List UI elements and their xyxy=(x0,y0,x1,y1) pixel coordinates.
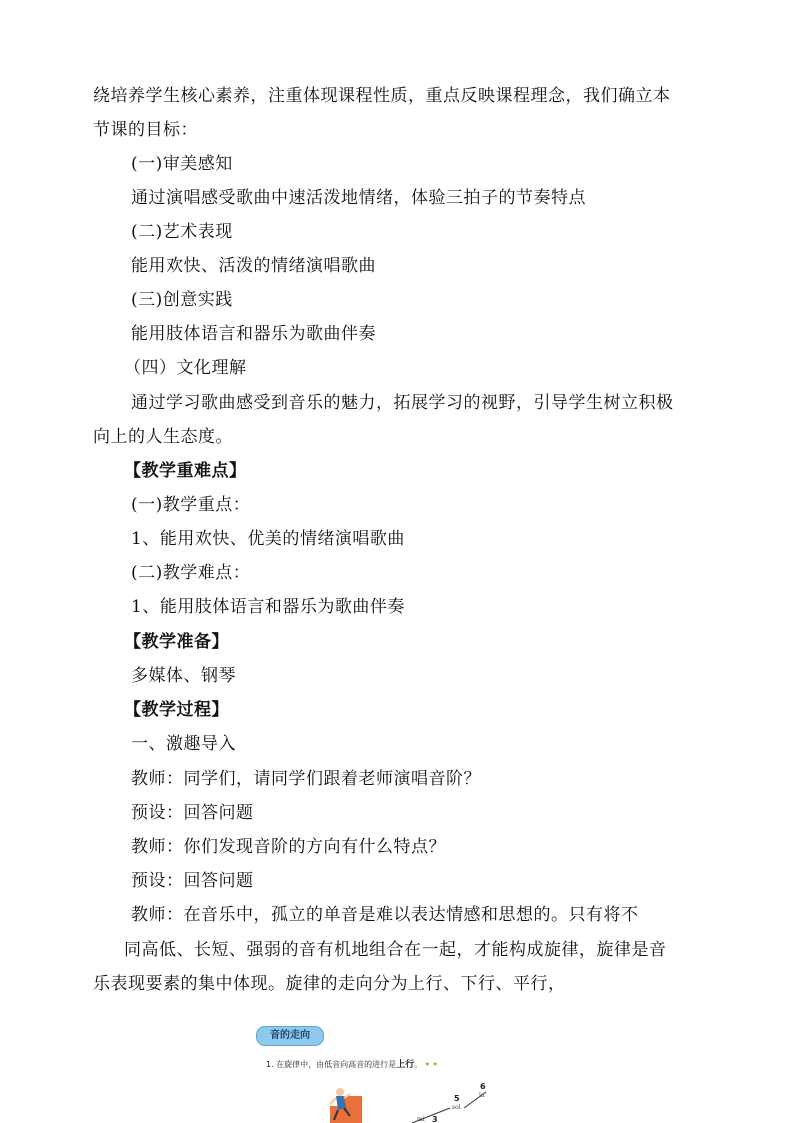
dialogue-line: 预设：回答问题 xyxy=(131,803,254,823)
paragraph-line: 节课的目标： xyxy=(93,120,198,140)
section-heading-key-points: 【教学重难点】 xyxy=(124,461,247,481)
note-syllable-sol: sol xyxy=(452,1104,461,1111)
paragraph-line: 多媒体、钢琴 xyxy=(131,666,236,686)
paragraph-line: 能用肢体语言和器乐为歌曲伴奏 xyxy=(131,324,376,344)
dialogue-line: 预设：回答问题 xyxy=(131,871,254,891)
caption-dots: • • xyxy=(424,1060,438,1069)
dialogue-line: 教师：在音乐中，孤立的单音是难以表达情感和思想的。只有将不 xyxy=(131,905,639,925)
objective-heading-2: (二)艺术表现 xyxy=(131,222,233,242)
paragraph-line: 向上的人生态度。 xyxy=(93,427,233,447)
figure-title: 音的走向 xyxy=(256,1026,324,1046)
paragraph-line: 乐表现要素的集中体现。旋律的走向分为上行、下行、平行， xyxy=(93,974,566,994)
caption-highlight: 上行 xyxy=(396,1060,415,1070)
section-heading-preparation: 【教学准备】 xyxy=(124,632,229,652)
paragraph-line: 通过演唱感受歌曲中速活泼地情绪，体验三拍子的节奏特点 xyxy=(131,188,586,208)
note-syllable-la: la xyxy=(479,1092,485,1099)
paragraph-line: 同高低、长短、强弱的音有机地组合在一起，才能构成旋律，旋律是音 xyxy=(124,940,667,960)
note-syllable-mi: mi xyxy=(417,1116,425,1123)
objective-heading-3: (三)创意实践 xyxy=(131,290,233,310)
note-number-la: 6 xyxy=(480,1082,486,1091)
paragraph-line: 1、能用肢体语言和器乐为歌曲伴奏 xyxy=(131,597,405,617)
melody-direction-figure xyxy=(252,1022,552,1123)
subheading-intro: 一、激趣导入 xyxy=(131,734,236,754)
figure-caption: 1. 在旋律中，由低音向高音的进行是上行。 • • xyxy=(266,1060,438,1070)
subheading-difficult-point: (二)教学难点： xyxy=(131,563,251,583)
paragraph-line: 1、能用欢快、优美的情绪演唱歌曲 xyxy=(131,529,405,549)
paragraph-line: 绕培养学生核心素养，注重体现课程性质，重点反映课程理念，我们确立本 xyxy=(93,86,671,106)
climbing-person-icon xyxy=(330,1088,362,1123)
section-heading-process: 【教学过程】 xyxy=(124,700,229,720)
note-number-sol: 5 xyxy=(454,1094,460,1103)
paragraph-line: 通过学习歌曲感受到音乐的魅力，拓展学习的视野，引导学生树立积极 xyxy=(131,393,674,413)
subheading-key-point: (一)教学重点： xyxy=(131,495,251,515)
note-number-mi: 3 xyxy=(432,1115,438,1123)
dialogue-line: 教师：同学们，请同学们跟着老师演唱音阶？ xyxy=(131,769,481,789)
paragraph-line: 能用欢快、活泼的情绪演唱歌曲 xyxy=(131,256,376,276)
objective-heading-4: （四）文化理解 xyxy=(124,358,247,378)
stair-illustration xyxy=(252,1022,552,1123)
objective-heading-1: (一)审美感知 xyxy=(131,154,233,174)
dialogue-line: 教师：你们发现音阶的方向有什么特点？ xyxy=(131,837,446,857)
